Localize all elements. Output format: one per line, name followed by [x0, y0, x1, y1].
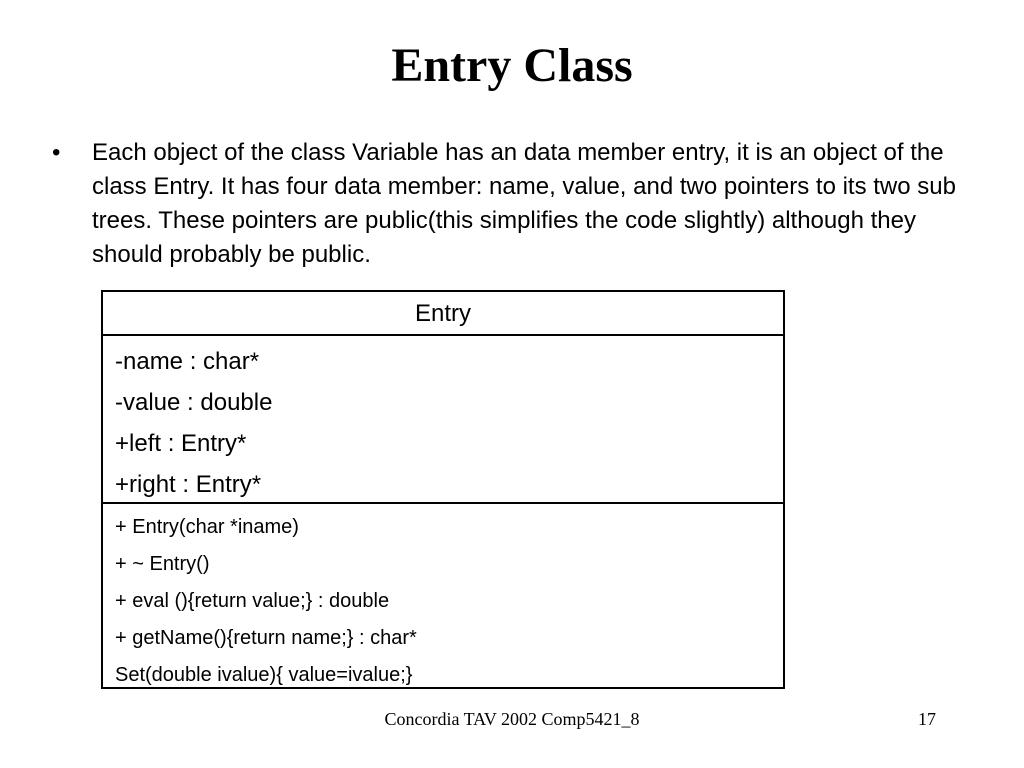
bullet-symbol: • — [52, 139, 61, 166]
uml-class-diagram — [101, 290, 785, 689]
uml-attributes-section — [103, 336, 783, 504]
bullet-text: Each object of the class Variable has an data member entry, it is an object of the class Entry. It has four data member: name, value, and two pointers to its two sub trees. These pointers are public(this simplifies the code slightly) although they should probably be public. — [92, 139, 956, 268]
uml-operation: + eval (){return value;} : double — [115, 590, 390, 612]
uml-attribute: +right : Entry* — [115, 471, 262, 498]
page-number: 17 — [918, 709, 936, 729]
uml-attribute: -value : double — [115, 389, 273, 416]
uml-class-name: Entry — [103, 292, 783, 336]
uml-operations-section — [103, 504, 783, 694]
uml-operation: + Entry(char *iname) — [115, 516, 299, 538]
bullet-paragraph — [52, 136, 972, 272]
uml-attribute: -name : char* — [115, 348, 260, 375]
uml-operation: + ~ Entry() — [115, 553, 210, 575]
slide-title: Entry Class — [391, 39, 633, 92]
footer-text: Concordia TAV 2002 Comp5421_8 — [384, 709, 640, 729]
uml-operation: + getName(){return name;} : char* — [115, 627, 417, 649]
uml-attribute: +left : Entry* — [115, 430, 247, 457]
uml-operation: Set(double ivalue){ value=ivalue;} — [115, 664, 413, 686]
